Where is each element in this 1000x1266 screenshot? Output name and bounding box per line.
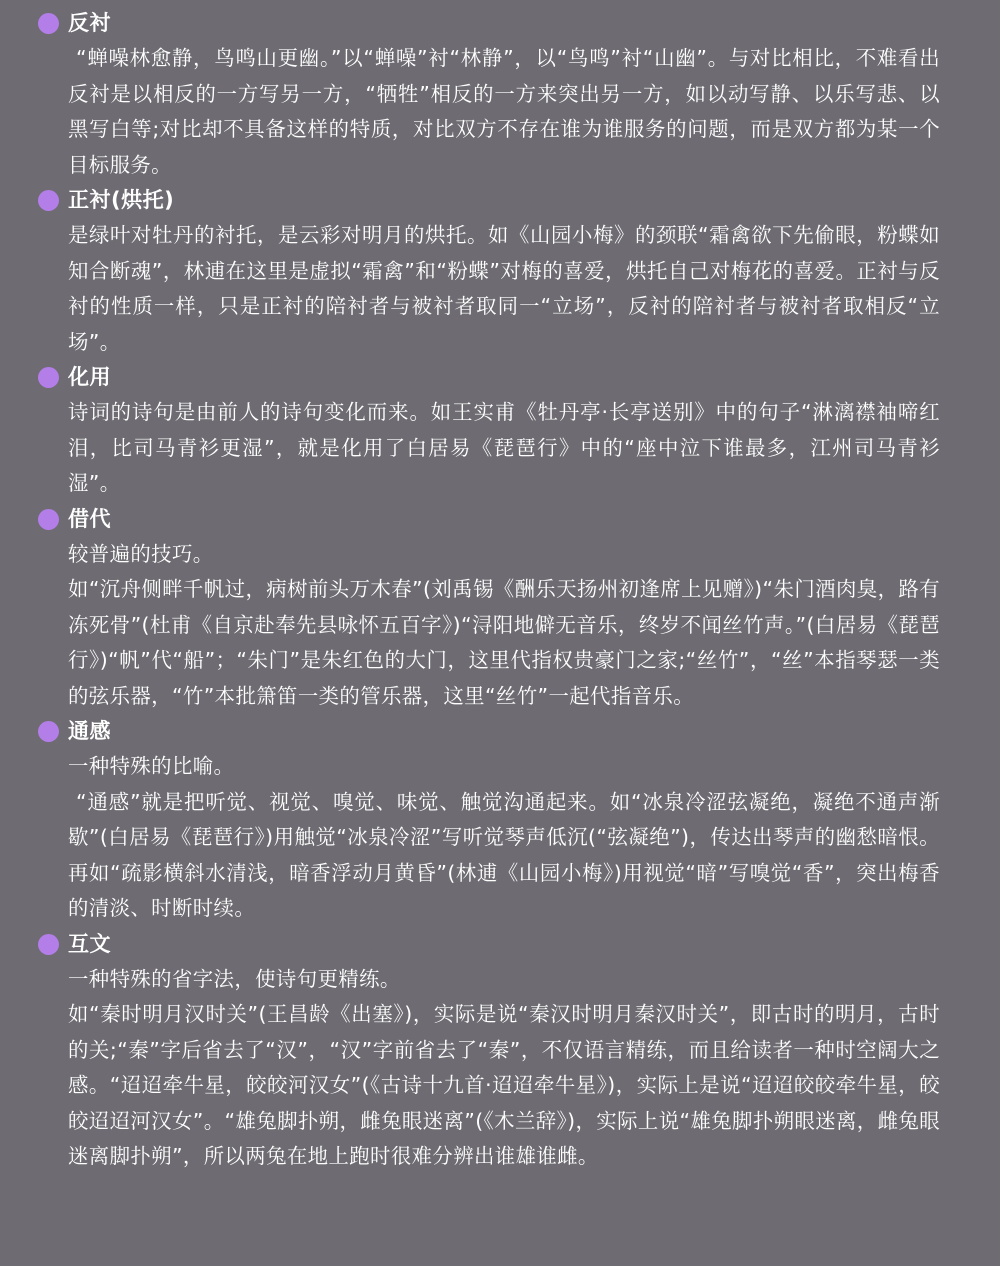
- section-title: 通感: [68, 719, 111, 743]
- section-tonggan: [68, 714, 940, 927]
- section-paragraph: 较普遍的技巧。: [68, 541, 214, 566]
- section-heading: [68, 183, 940, 218]
- section-title: 借代: [68, 506, 111, 531]
- section-paragraph: 一种特殊的比喻。: [68, 754, 235, 778]
- purple-bullet-icon: [38, 190, 59, 211]
- section-zhengchen: [68, 183, 940, 360]
- purple-bullet-icon: [38, 934, 59, 955]
- section-paragraph: 一种特殊的省字法，使诗句更精练。: [68, 966, 401, 991]
- purple-bullet-icon: [38, 509, 59, 530]
- section-heading: [68, 714, 940, 749]
- section-paragraph: 是绿叶对牡丹的衬托，是云彩对明月的烘托。如《山园小梅》的颈联“霜禽欲下先偷眼，粉蝶如知合断魂”，林逋在这里是虚拟“霜禽”和“粉蝶”对梅的喜爱，烘托自己对梅花的喜爱。正衬与反衬的性质一样，只是正衬的陪衬者与被衬者取同一“立场”，反衬的陪衬者与被衬者取相反“立场”。: [68, 223, 940, 354]
- purple-bullet-icon: [38, 721, 59, 742]
- purple-bullet-icon: [38, 13, 59, 34]
- section-huwen: [68, 927, 940, 1175]
- purple-bullet-icon: [38, 367, 59, 388]
- section-heading: [68, 927, 940, 962]
- section-title: 互文: [68, 931, 111, 956]
- section-heading: [68, 360, 940, 395]
- section-title: 正衬(烘托): [68, 188, 175, 212]
- section-heading: [68, 502, 940, 537]
- section-paragraph: 如“秦时明月汉时关”(王昌龄《出塞》)，实际是说“秦汉时明月秦汉时关”，即古时的明月，古时的关;“秦”字后省去了“汉”，“汉”字前省去了“秦”，不仅语言精练，而且给读者一种时空阔大之感。“迢迢牵牛星，皎皎河汉女”(《古诗十九首·迢迢牵牛星》)，实际上是说“迢迢皎皎牵牛星，皎皎迢迢河汉女”。“雄兔脚扑朔，雌兔眼迷离”(《木兰辞》)，实际上说“雄兔脚扑朔眼迷离，雌兔眼迷离脚扑朔”，所以两兔在地上跑时很难分辨出谁雄谁雌。: [68, 1002, 940, 1168]
- section-paragraph: “通感”就是把听觉、视觉、嗅觉、味觉、触觉沟通起来。如“冰泉冷涩弦凝绝，凝绝不通声渐歇”(白居易《琵琶行》)用触觉“冰泉冷涩”写听觉琴声低沉(“弦凝绝”)，传达出琴声的幽愁暗恨。再如“疏影横斜水清浅，暗香浮动月黄昏”(林逋《山园小梅》)用视觉“暗”写嗅觉“香”，突出梅香的清淡、时断时续。: [68, 789, 940, 920]
- section-paragraph: “蝉噪林愈静，鸟鸣山更幽。”以“蝉噪”衬“林静”，以“鸟鸣”衬“山幽”。与对比相比，不难看出反衬是以相反的一方写另一方，“牺牲”相反的一方来突出另一方，如以动写静、以乐写悲、以黑写白等;对比却不具备这样的特质，对比双方不存在谁为谁服务的问题，而是双方都为某一个目标服务。: [68, 46, 940, 177]
- section-paragraph: 如“沉舟侧畔千帆过，病树前头万木春”(刘禹锡《酬乐天扬州初逢席上见赠》)“朱门酒肉臭，路有冻死骨”(杜甫《自京赴奉先县咏怀五百字》)“浔阳地僻无音乐，终岁不闻丝竹声。”(白居易《琵琶行》)“帆”代“船”；“朱门”是朱红色的大门，这里代指权贵豪门之家;“丝竹”，“丝”本指琴瑟一类的弦乐器，“竹”本批箫笛一类的管乐器，这里“丝竹”一起代指音乐。: [68, 577, 940, 708]
- section-huayong: [68, 360, 940, 502]
- section-title: 反衬: [68, 11, 111, 35]
- section-paragraph: 诗词的诗句是由前人的诗句变化而来。如王实甫《牡丹亭·长亭送别》中的句子“淋漓襟袖啼红泪，比司马青衫更湿”，就是化用了白居易《琵琶行》中的“座中泣下谁最多，江州司马青衫湿”。: [68, 400, 940, 495]
- section-jiedai: [68, 502, 940, 715]
- section-fanchen: [68, 6, 940, 183]
- section-title: 化用: [68, 365, 111, 389]
- section-heading: [68, 6, 940, 41]
